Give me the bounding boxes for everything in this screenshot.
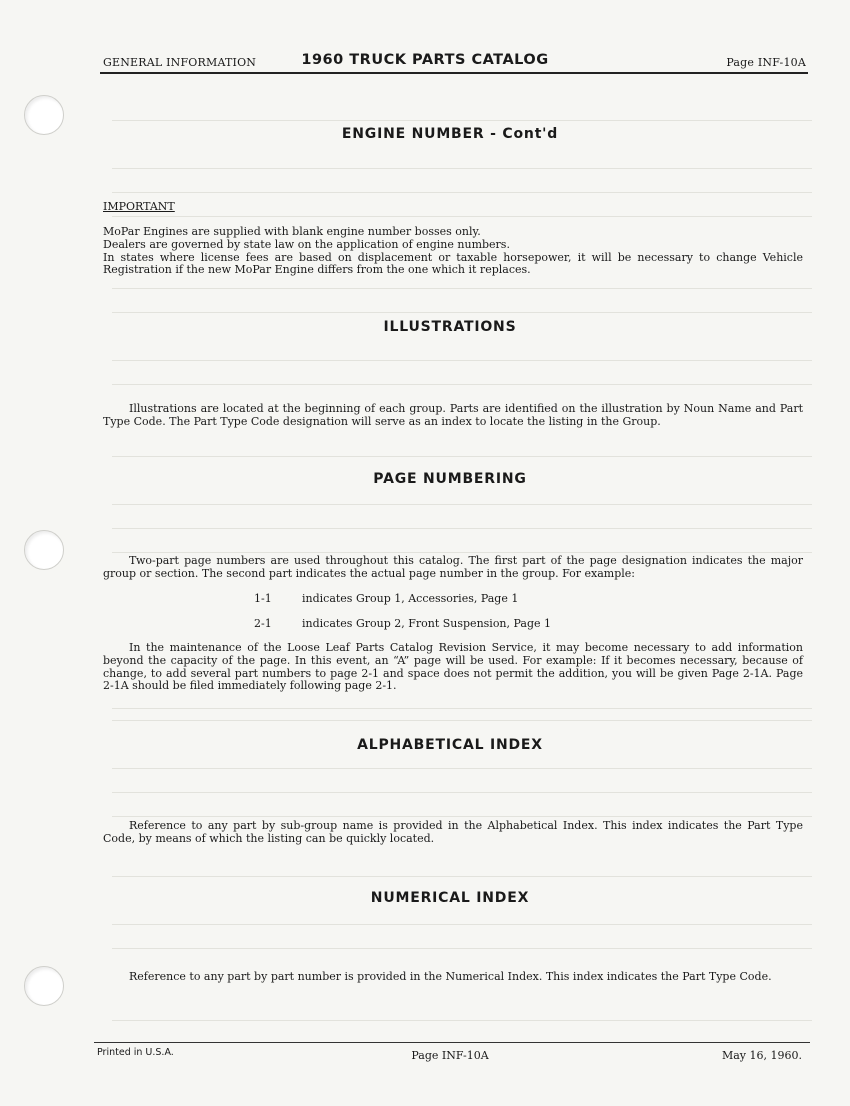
engine-number-text <box>103 226 803 277</box>
page-numbering-revision-text: In the maintenance of the Loose Leaf Parts Catalog Revision Service, it may become necessary to add information beyond the capacity of the page. In this event, an “A” page will be used. For example: If it becomes necessary, because of change, to add several part numbers to page 2-1 and space does not permit the addition, you will be given Page 2-1A. Page 2-1A should be filed immediately following page 2-1. <box>103 641 803 693</box>
page-number-example-2 <box>254 617 551 630</box>
header-section-label: GENERAL INFORMATION <box>103 56 257 69</box>
footer-printed-in: Printed in U.S.A. <box>97 1047 174 1058</box>
footer-rule <box>94 1042 810 1043</box>
header-rule <box>100 72 808 74</box>
heading-numerical-index: NUMERICAL INDEX <box>370 890 530 906</box>
example-description: indicates Group 2, Front Suspension, Page 1 <box>302 617 552 630</box>
catalog-title: 1960 TRUCK PARTS CATALOG <box>301 52 549 68</box>
engine-line-2: Dealers are governed by state law on the application of engine numbers. <box>103 237 510 251</box>
heading-alphabetical-index: ALPHABETICAL INDEX <box>357 737 543 753</box>
footer-page-number: Page INF-10A <box>411 1049 489 1062</box>
example-code: 1-1 <box>254 592 272 605</box>
page-number-example-1 <box>254 592 518 605</box>
heading-page-numbering: PAGE NUMBERING <box>373 471 527 487</box>
example-description: indicates Group 1, Accessories, Page 1 <box>302 592 519 605</box>
heading-engine-number: ENGINE NUMBER - Cont'd <box>341 126 559 142</box>
alphabetical-index-text: Reference to any part by sub-group name is provided in the Alphabetical Index. This index indicates the Part Type Code, by means of which the listing can be quickly located. <box>103 819 803 845</box>
footer-date: May 16, 1960. <box>721 1049 802 1062</box>
binder-hole-bottom <box>24 966 64 1006</box>
engine-line-3: In states where license fees are based on displacement or taxable horsepower, it will be necessary to change Vehicle Registration if the new MoPar Engine differs from the one which it replaces. <box>103 250 803 277</box>
illustrations-text: Illustrations are located at the beginning of each group. Parts are identified on the illustration by Noun Name and Part Type Code. The Part Type Code designation will serve as an index to locate the listing in the Group. <box>103 402 803 428</box>
binder-hole-middle <box>24 530 64 570</box>
heading-illustrations: ILLUSTRATIONS <box>383 319 517 335</box>
header-page-number: Page INF-10A <box>726 56 806 69</box>
engine-line-1: MoPar Engines are supplied with blank engine number bosses only. <box>103 225 481 238</box>
example-code: 2-1 <box>254 617 272 630</box>
page-numbering-intro: Two-part page numbers are used throughout this catalog. The first part of the page designation indicates the major group or section. The second part indicates the actual page number in the group. For example: <box>103 554 803 580</box>
important-label: IMPORTANT <box>103 200 175 213</box>
numerical-index-text: Reference to any part by part number is provided in the Numerical Index. This index indicates the Part Type Code. <box>129 970 772 983</box>
